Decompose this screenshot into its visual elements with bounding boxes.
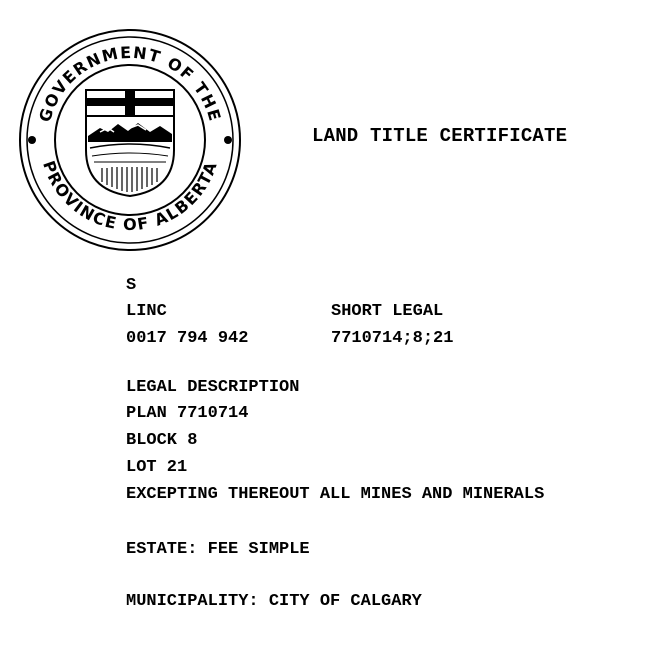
- seal-text-top: GOVERNMENT OF THE: [35, 42, 225, 125]
- legal-line-block: BLOCK 8: [126, 431, 198, 450]
- short-legal-label: SHORT LEGAL: [331, 302, 444, 321]
- legal-line-plan: PLAN 7710714: [126, 404, 249, 423]
- seal-text-bottom: PROVINCE OF ALBERTA: [39, 158, 221, 235]
- linc-value: 0017 794 942: [126, 329, 249, 348]
- linc-label: LINC: [126, 302, 167, 321]
- alberta-government-seal: [18, 28, 242, 252]
- municipality-line: MUNICIPALITY: CITY OF CALGARY: [126, 592, 422, 611]
- page-title: LAND TITLE CERTIFICATE: [312, 125, 568, 147]
- legal-line-lot: LOT 21: [126, 458, 188, 477]
- estate-line: ESTATE: FEE SIMPLE: [126, 540, 310, 559]
- title-prefix: S: [126, 276, 137, 295]
- legal-description-label: LEGAL DESCRIPTION: [126, 378, 300, 397]
- legal-line-exception: EXCEPTING THEREOUT ALL MINES AND MINERALS: [126, 485, 545, 504]
- short-legal-value: 7710714;8;21: [331, 329, 454, 348]
- coat-of-arms-shield-icon: [86, 90, 174, 196]
